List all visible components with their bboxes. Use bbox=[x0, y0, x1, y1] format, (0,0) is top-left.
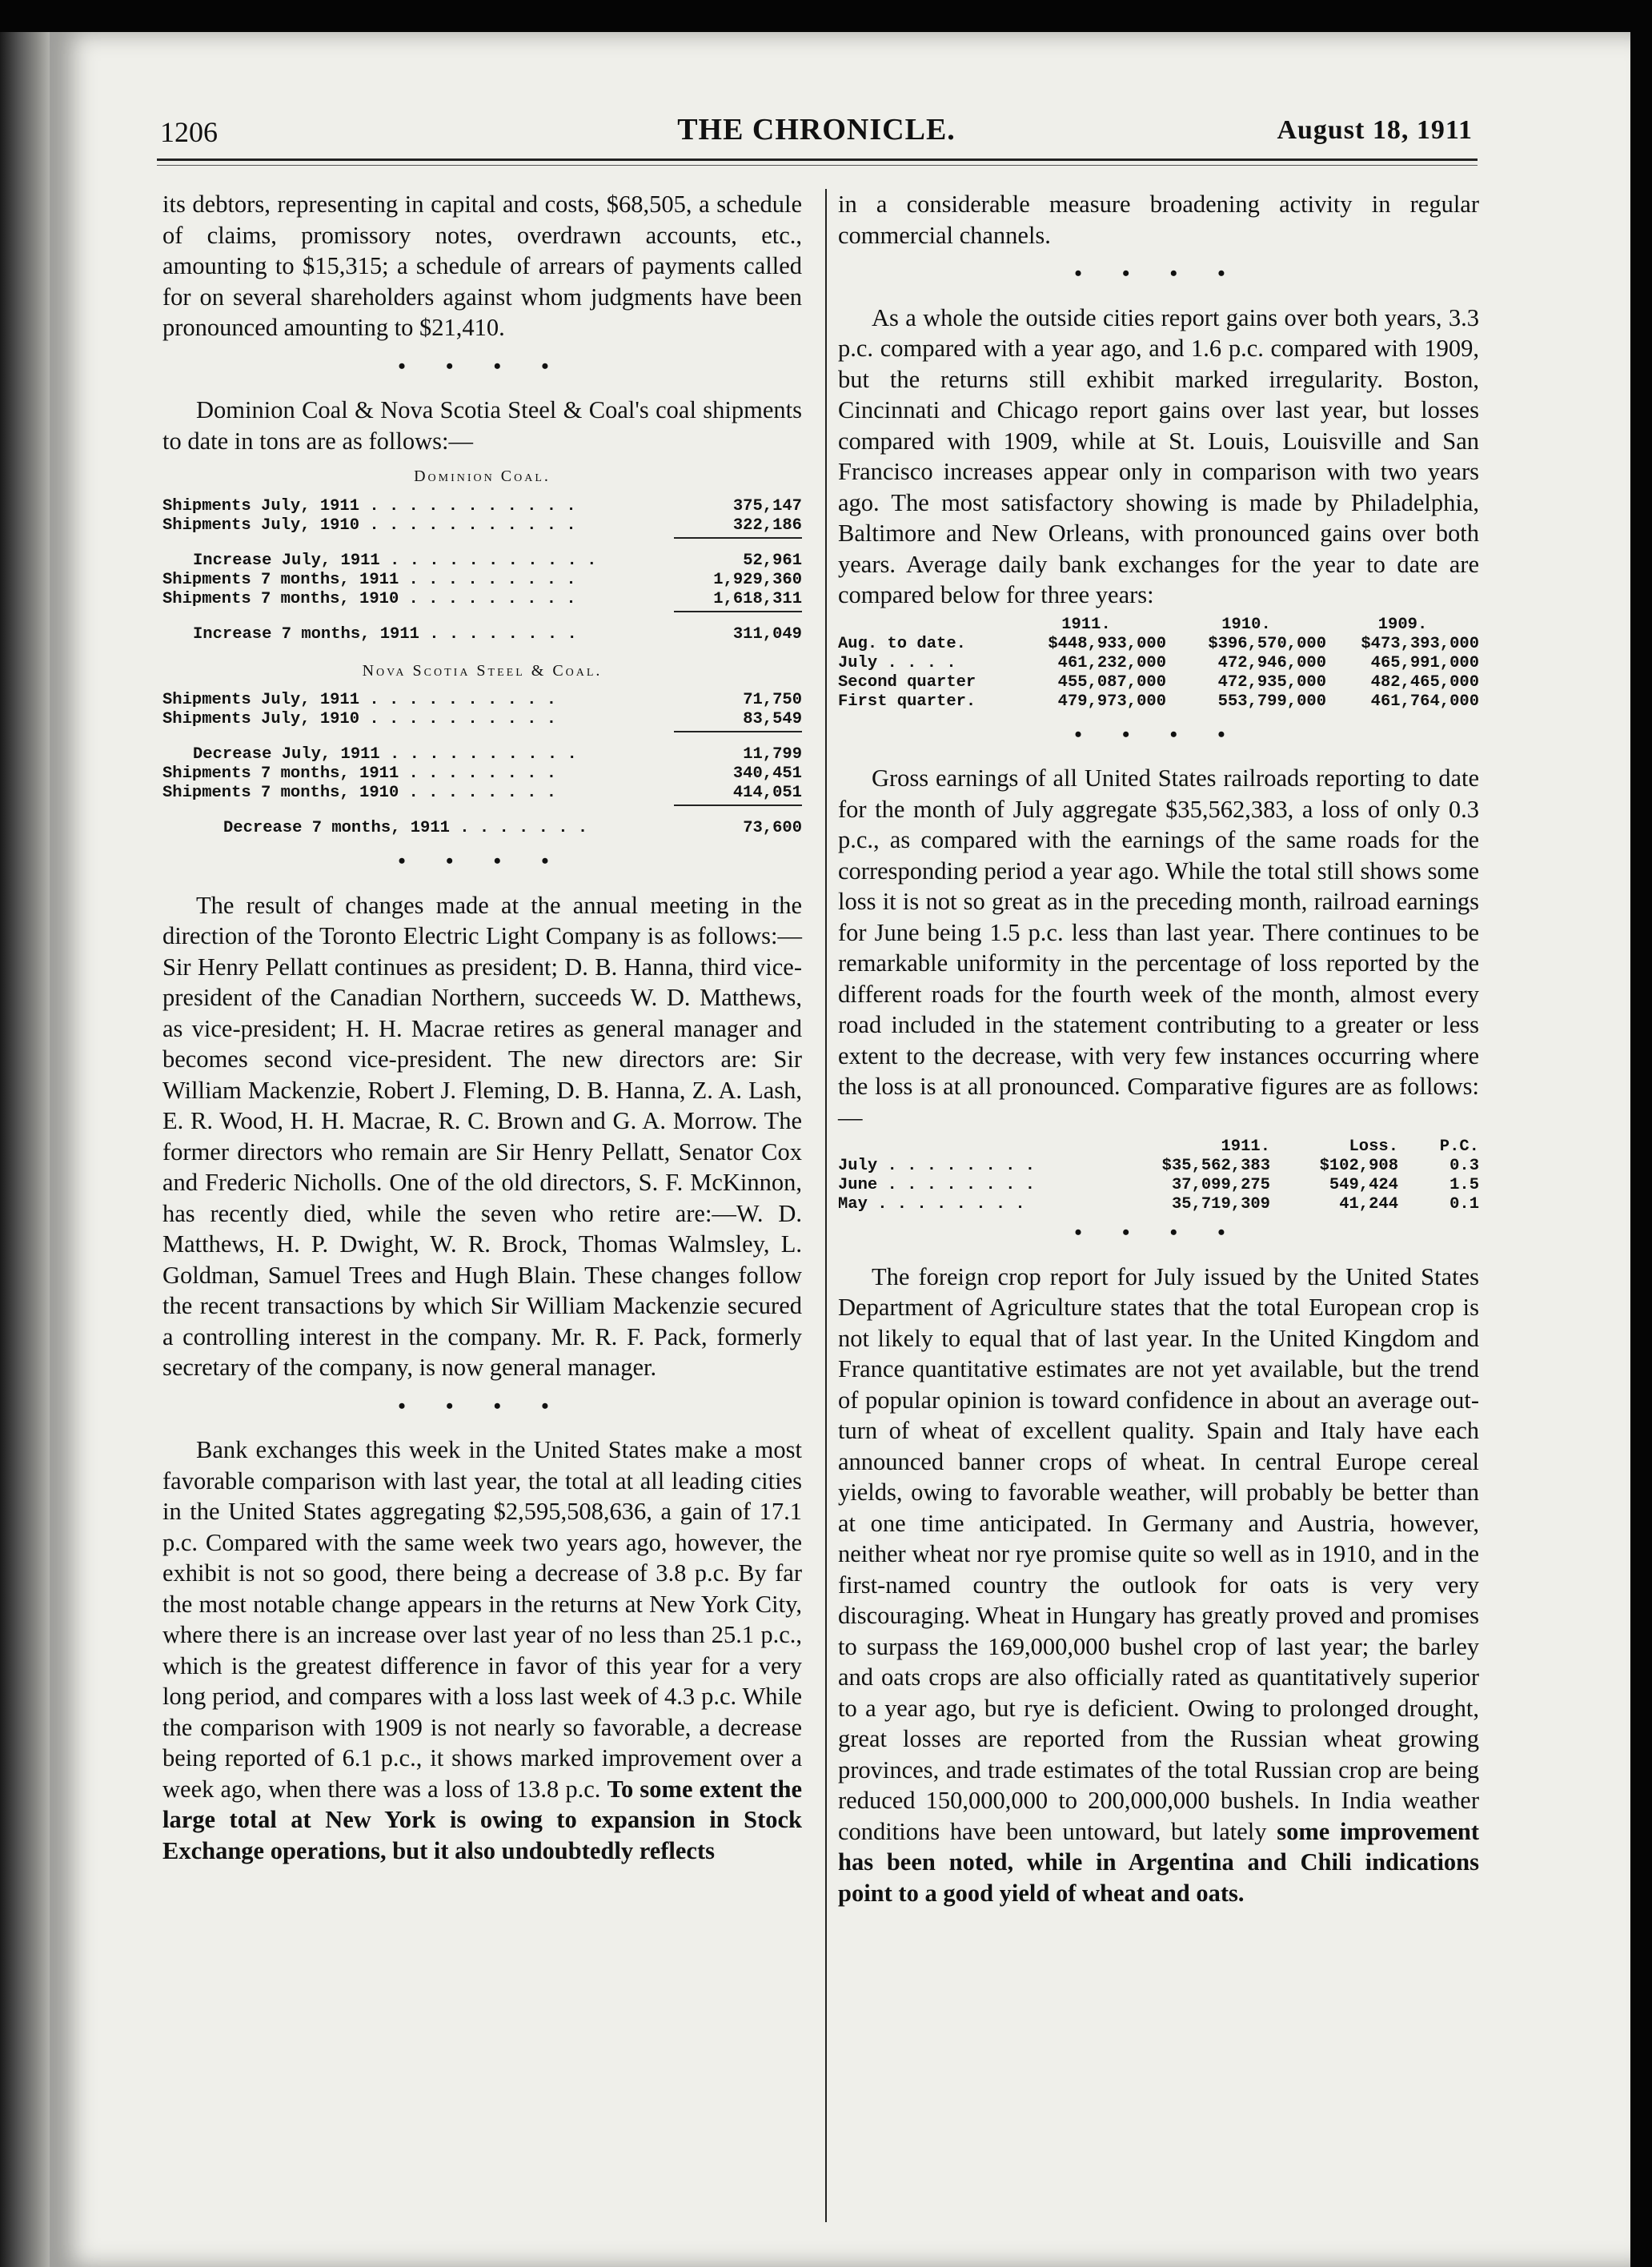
paragraph-coal-intro: Dominion Coal & Nova Scotia Steel & Coal's coal shipments to date in tons are as follows:— bbox=[162, 396, 802, 455]
table-row bbox=[162, 691, 802, 710]
row-value: 414,051 bbox=[732, 784, 802, 802]
nova-scotia-title: Nova Scotia Steel & Coal. bbox=[362, 661, 603, 680]
cell-value: $35,562,383 bbox=[1161, 1157, 1270, 1175]
header-rule bbox=[157, 158, 1478, 161]
table-row bbox=[162, 571, 802, 590]
cell-value: 41,244 bbox=[1339, 1195, 1398, 1214]
paragraph-toronto-electric: The result of changes made at the annual meeting in the direction of the Toronto Electric Light Company is as follows:—Sir Henry Pellatt continues as president; D. B. Hanna, third vice-president of the Canadian Northern, succeeds W. D. Matthews, as vice-president; H. H. Macrae retires as general manager and becomes second vice-president. The new directors are: Sir William Mackenzie, Robert J. Fleming, D. B. Hanna, Z. A. Lash, E. R. Wood, H. H. Macrae, R. C. Brown and G. A. Morrow. The former directors who remain are Sir Henry Pellatt, Senator Cox and Frederic Nicholls. One of the old directors, S. F. McKinnon, has recently died, while the seven who retire are:—W. D. Matthews, H. P. Dwight, W. R. Brock, Thomas Walmsley, L. Goldman, Samuel Trees and Hugh Blain. These changes follow the recent transactions by which Sir William Mackenzie secured a controlling interest in the company. Mr. R. F. Pack, formerly secretary of the company, is now general manager. bbox=[162, 891, 802, 1381]
row-value: 83,549 bbox=[743, 710, 802, 728]
cell-value: 479,973,000 bbox=[1057, 692, 1166, 711]
cell-value: 472,946,000 bbox=[1217, 653, 1326, 672]
cell-value: 461,232,000 bbox=[1057, 653, 1166, 672]
section-separator: • • • • bbox=[1074, 1221, 1243, 1244]
row-value: 73,600 bbox=[743, 819, 802, 837]
table-row bbox=[162, 625, 802, 644]
masthead-title: THE CHRONICLE. bbox=[677, 113, 956, 146]
row-value: 1,618,311 bbox=[713, 589, 802, 608]
row-label: Shipments 7 months, 1911 . . . . . . . . bbox=[162, 764, 557, 783]
column-header bbox=[838, 1138, 1110, 1157]
column-header: 1911. bbox=[1221, 1138, 1270, 1156]
bank-text: Bank exchanges this week in the United States make a most favorable comparison with last year, the total at all leading cities in the United States aggregating $2,595,508,636, a gain of 17.1 p.c. Compared with the same week two years ago, however, the exhibit is not so good, there being a decrease of 3.8 p.c. By far the most notable change appears in the returns at New York City, where there is an increase over last year of no less than 25.1 p.c., which is the greatest difference in favor of this year for a very long period, and compares with a loss last week of 4.3 p.c. While the comparison with 1909 is not nearly so favorable, a decrease being reported of 6.1 p.c., it shows marked improvement over a week ago, when there was a loss of 13.8 p.c. bbox=[162, 1436, 802, 1803]
cell-value: 465,991,000 bbox=[1370, 653, 1479, 672]
left-column bbox=[162, 189, 802, 1866]
column-header: P.C. bbox=[1439, 1138, 1479, 1156]
cell-value: 472,935,000 bbox=[1217, 672, 1326, 692]
row-label: Shipments July, 1911 . . . . . . . . . . . bbox=[162, 496, 576, 516]
row-value: 11,799 bbox=[743, 745, 802, 764]
table-row bbox=[162, 745, 802, 764]
sum-rule bbox=[674, 537, 802, 539]
table-row bbox=[162, 552, 802, 571]
row-label: Shipments July, 1910 . . . . . . . . . . bbox=[162, 710, 557, 728]
paragraph-outside-cities: As a whole the outside cities report gains over both years, 3.3 p.c. compared with a year ago, and 1.6 p.c. compared with 1909, but the returns still exhibit marked irregularity. Boston, Cincinnati and Chicago report gains over last year, but losses compared with 1909, while at St. Louis, Louisville and San Francisco increases appear only in comparison with two years ago. The most satisfactory showing is made by Philadelphia, Baltimore and New Orleans, with pronounced gains over both years. Average daily bank exchanges for the year to date are compared below for three years: bbox=[838, 303, 1479, 608]
row-value: 1,929,360 bbox=[713, 570, 802, 589]
column-divider bbox=[825, 189, 827, 2222]
table-row bbox=[162, 710, 802, 729]
cell-value: 553,799,000 bbox=[1217, 692, 1326, 711]
column-header: 1909. bbox=[1377, 615, 1428, 634]
cell-value: 461,764,000 bbox=[1370, 692, 1479, 711]
cell-value: 455,087,000 bbox=[1057, 672, 1166, 692]
row-label: Shipments July, 1911 . . . . . . . . . . bbox=[162, 691, 557, 709]
table-row bbox=[162, 516, 802, 536]
cell-value: 482,465,000 bbox=[1370, 672, 1479, 692]
row-label: Decrease July, 1911 . . . . . . . . . . bbox=[193, 745, 577, 764]
section-separator: • • • • bbox=[1074, 722, 1243, 746]
row-label: Decrease 7 months, 1911 . . . . . . . bbox=[223, 819, 588, 837]
row-label: Shipments 7 months, 1910 . . . . . . . . bbox=[162, 784, 557, 802]
cell-value: $102,908 bbox=[1319, 1157, 1398, 1175]
railroad-earnings-table bbox=[838, 1138, 1479, 1214]
nova-scotia-table bbox=[162, 691, 802, 838]
column-header: 1910. bbox=[1221, 615, 1271, 634]
section-separator: • • • • bbox=[398, 1394, 567, 1418]
issue-date: August 18, 1911 bbox=[1277, 115, 1473, 145]
crop-text-bold: some improvement has been noted, while in Argentina and Chili indications point to a good yield of wheat and oats. bbox=[838, 1817, 1479, 1907]
row-value: 71,750 bbox=[743, 691, 802, 709]
cell-value: 1.5 bbox=[1450, 1176, 1479, 1194]
row-label: Shipments 7 months, 1910 . . . . . . . . . bbox=[162, 589, 576, 608]
cell-value: 35,719,309 bbox=[1171, 1195, 1270, 1214]
sum-rule bbox=[674, 611, 802, 612]
page-number: 1206 bbox=[160, 116, 218, 148]
row-label: Aug. to date. bbox=[838, 634, 966, 653]
dominion-coal-table bbox=[162, 497, 802, 644]
table-row bbox=[162, 784, 802, 803]
cell-value: 0.3 bbox=[1450, 1157, 1479, 1175]
cell-value: 37,099,275 bbox=[1171, 1176, 1270, 1194]
sum-rule bbox=[674, 731, 802, 732]
paragraph-foreign-crop bbox=[838, 1262, 1479, 1909]
section-separator: • • • • bbox=[398, 354, 567, 378]
row-value: 340,451 bbox=[732, 764, 802, 783]
table-row bbox=[162, 497, 802, 516]
paragraph-gross-earnings: Gross earnings of all United States railroads reporting to date for the month of July aggregate $35,562,383, a loss of only 0.3 p.c., as compared with the earnings of the same roads for the corresponding period a year ago. While the total still shows some loss it is not so great as in the preceding month, railroad earnings for June being 1.5 p.c. less than last year. There continues to be remarkable uniformity in the percentage of loss reported by the different roads for the fourth week of the month, almost every road included in the statement contributing to a greater or less extent to the decrease, with very few instances occurring where the loss is at all pronounced. Comparative figures are as follows:— bbox=[838, 764, 1479, 1131]
row-label: July . . . . bbox=[838, 653, 956, 672]
table-row bbox=[162, 764, 802, 784]
row-label: Increase 7 months, 1911 . . . . . . . . bbox=[193, 624, 577, 644]
paragraph-debtors: its debtors, representing in capital and costs, $68,505, a schedule of claims, promissory notes, overdrawn accounts, etc., amounting to $15,315; a schedule of arrears of payments called for on several shareholders against whom judgments have been pronounced amounting to $21,410. bbox=[162, 191, 802, 341]
paragraph-bank-exchanges bbox=[162, 1434, 802, 1866]
table-row bbox=[162, 590, 802, 609]
cell-value: $396,570,000 bbox=[1208, 634, 1326, 653]
section-separator: • • • • bbox=[398, 849, 567, 873]
row-value: 311,049 bbox=[732, 624, 802, 644]
row-label: July . . . . . . . . bbox=[838, 1157, 1036, 1175]
row-value: 52,961 bbox=[743, 551, 802, 570]
cell-value: 549,424 bbox=[1329, 1176, 1398, 1194]
column-header: 1911. bbox=[1061, 615, 1111, 634]
cell-value: 0.1 bbox=[1450, 1195, 1479, 1214]
paragraph-continuation: in a considerable measure broadening activity in regular commercial channels. bbox=[838, 191, 1479, 249]
header-rule-thin bbox=[157, 165, 1478, 166]
cell-value: $448,933,000 bbox=[1048, 634, 1166, 653]
row-label: Increase July, 1911 . . . . . . . . . . . bbox=[193, 551, 597, 570]
row-label: First quarter. bbox=[838, 692, 976, 711]
section-separator: • • • • bbox=[1074, 262, 1243, 285]
sum-rule bbox=[674, 804, 802, 806]
row-label: May . . . . . . . . bbox=[838, 1195, 1025, 1214]
book-spine bbox=[0, 32, 53, 2267]
row-label: Shipments July, 1910 . . . . . . . . . . . bbox=[162, 516, 576, 535]
row-value: 375,147 bbox=[732, 496, 802, 516]
table-row bbox=[162, 819, 802, 838]
row-label: Second quarter bbox=[838, 672, 976, 692]
column-header: Loss. bbox=[1349, 1138, 1398, 1156]
bank-text-bold: To some extent the large total at New York is owing to expansion in Stock Exchange operations, but it also undoubtedly reflects bbox=[162, 1775, 802, 1864]
right-column bbox=[838, 189, 1479, 1908]
row-value: 322,186 bbox=[732, 516, 802, 535]
crop-text: The foreign crop report for July issued by the United States Department of Agriculture states that the total European crop is not likely to equal that of last year. In the United Kingdom and France quantitative estimates are not yet available, but the trend of popular opinion is toward confidence in about an average out-turn of wheat of excellent quality. Spain and Italy have each announced banner crops of wheat. In central Europe cereal yields, owing to favorable weather, will probably be better than at one time anticipated. In Germany and Austria, however, neither wheat nor rye promise quite so well as in 1910, and in the first-named country the outlook for oats is very very discouraging. Wheat in Hungary has greatly proved and promises to surpass the 169,000,000 bushel crop of last year; the barley and oats crops are also officially rated as quantitatively superior to a year ago, but rye is deficient. Owing to prolonged drought, great losses are reported from the Russian wheat growing provinces, and trade estimates of the total Russian crop are being reduced 150,000,000 to 200,000,000 bushels. In India weather conditions have been untoward, but lately bbox=[838, 1262, 1479, 1845]
column-header bbox=[838, 616, 1006, 635]
dominion-coal-title: Dominion Coal. bbox=[414, 467, 551, 485]
row-label: Shipments 7 months, 1911 . . . . . . . . . bbox=[162, 570, 576, 589]
cell-value: $473,393,000 bbox=[1361, 634, 1479, 653]
page-header bbox=[160, 109, 1473, 157]
bank-exchanges-table bbox=[838, 616, 1479, 712]
row-label: June . . . . . . . . bbox=[838, 1176, 1036, 1194]
